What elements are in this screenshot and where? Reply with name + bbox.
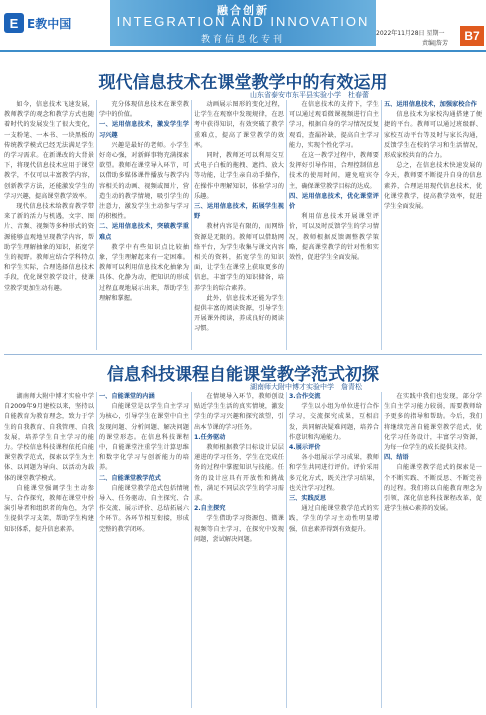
newspaper-logo bbox=[4, 12, 82, 34]
body-paragraph: 在实践中我们也发现，部分学生自主学习能力较弱，需要教师给予更多的指导和帮助。今后，我们将继续完善自能课堂教学范式，优化学习任务设计，丰富学习资源，为每一位学生的成长提供支持。 bbox=[384, 393, 482, 452]
logo-text: E教中国 bbox=[27, 16, 72, 31]
banner-subtitle: 教育信息化专刊 bbox=[200, 35, 285, 45]
section-heading: 1.任务驱动 bbox=[194, 433, 226, 441]
article2-title: 信息科技课程自能课堂教学范式初探 bbox=[107, 365, 379, 385]
banner-title-en: INTEGRATION AND INNOVATION bbox=[116, 14, 370, 29]
column-divider bbox=[286, 392, 287, 708]
page-header bbox=[0, 0, 486, 54]
body-paragraph: 动画展示图形的变化过程，让学生在观察中发现规律，在思考中获得知识，有效突破了教学重难点，提高了课堂教学的效率。 bbox=[194, 101, 284, 149]
article2-column-3 bbox=[194, 392, 284, 710]
body-paragraph: 学生以小组为单位进行合作学习，交流探究成果，互相启发，共同解决疑难问题，培养合作意识和沟通能力。 bbox=[289, 403, 379, 441]
section-heading: 二、运用信息技术，突破教学重难点 bbox=[99, 223, 189, 241]
page-number: B7 bbox=[460, 26, 484, 46]
column-divider bbox=[96, 392, 97, 708]
body-paragraph: 信息技术为家校沟通搭建了便捷的平台。教师可以通过班级群、家校互动平台等及时与家长沟通，反馈学生在校的学习和生活情况，形成家校共育的合力。 bbox=[384, 111, 482, 160]
body-paragraph: 此外，信息技术还能为学生提供丰富的阅读资源，引导学生开展课外阅读，养成良好的阅读习惯。 bbox=[194, 294, 284, 333]
body-paragraph: 学生借助学习资源包、微课视频等自主学习，在探究中发现问题，尝试解决问题。 bbox=[194, 515, 284, 543]
section-heading: 四、运用信息技术，优化课堂评价 bbox=[289, 192, 379, 211]
article1-author: 山东省泰安市东平县实验小学 杜春蕾 bbox=[250, 91, 369, 99]
section-banner bbox=[110, 0, 376, 46]
section-heading: 一、自能课堂的内涵 bbox=[99, 393, 155, 400]
section-heading: 2.自主探究 bbox=[194, 505, 226, 513]
banner-title-cn: 融合创新 bbox=[217, 4, 269, 17]
body-paragraph: 充分体现信息技术在课堂教学中的价值。 bbox=[99, 101, 189, 119]
body-paragraph: 同时，教师还可以利用交互式电子白板的拖拽、遮挡、放大等功能，让学生亲自动手操作，在操作中理解知识，体验学习的乐趣。 bbox=[194, 152, 284, 200]
section-heading: 二、自能课堂教学范式 bbox=[99, 474, 161, 482]
section-heading: 三、运用信息技术，拓展学生视野 bbox=[194, 203, 284, 221]
body-paragraph: 自能课堂教学范式包括情境导入、任务驱动、自主探究、合作交流、展示评价、总结拓展六个环节。各环节相互衔接，形成完整的教学闭环。 bbox=[99, 484, 189, 533]
body-paragraph: 在信息技术的支持下，学生可以通过观看微课视频进行自主学习，根据自身的学习情况反复观看，查漏补缺，提高自主学习能力，实现个性化学习。 bbox=[289, 101, 379, 149]
article2-column-2 bbox=[99, 392, 189, 710]
body-paragraph: 自能课堂教学范式的探索是一个不断实践、不断反思、不断完善的过程。我们将以自能教育理念为引领，深化信息科技课程改革，促进学生核心素养的发展。 bbox=[384, 464, 482, 513]
body-paragraph: 利用信息技术开展课堂评价，可以及时反馈学生的学习情况，教师根据反馈调整教学策略，提高课堂教学的针对性和实效性，促进学生全面发展。 bbox=[289, 213, 379, 262]
column-divider bbox=[286, 100, 287, 350]
weekday-text: 星期一 bbox=[426, 30, 445, 37]
article1-column-5 bbox=[384, 100, 482, 352]
body-paragraph: 教学中有些知识点比较抽象，学生理解起来有一定困难。教师可以利用信息技术化抽象为具体、化静为动，把知识的形成过程直观地展示出来，帮助学生理解和掌握。 bbox=[99, 243, 189, 302]
logo-mark-icon: E bbox=[4, 13, 24, 33]
body-paragraph: 湖南师大附中博才实验中学自2009年9月建校以来，坚持以自能教育为教育理念，致力于学生的自我教育、自我管理、自我发展，培养学生自主学习的能力。学校信息科技课程依托自能课堂教学范式，探索以学生为主体、以问题为导向、以活动为载体的课堂教学模式。 bbox=[4, 393, 94, 482]
body-paragraph: 教师根据教学目标设计层层递进的学习任务，学生在完成任务的过程中掌握知识与技能。任务的设计应具有开放性和挑战性，满足不同层次学生的学习需求。 bbox=[194, 444, 284, 503]
body-paragraph: 教材内容是有限的，而网络资源是无限的。教师可以借助网络平台，为学生收集与课文内容相关的资料，拓宽学生的知识面，让学生在课堂上获取更多的信息，丰富学生的知识储备，培养学生的综合素养。 bbox=[194, 223, 284, 292]
section-heading: 三、实践反思 bbox=[289, 495, 327, 503]
body-paragraph: 各小组展示学习成果，教师和学生共同进行评价。评价采用多元化方式，既关注学习结果，也关注学习过程。 bbox=[289, 454, 379, 492]
article2-column-4 bbox=[289, 392, 379, 710]
column-divider bbox=[381, 392, 382, 708]
article1-column-2 bbox=[99, 100, 189, 352]
body-paragraph: 在情境导入环节，教师创设贴近学生生活的真实情境，激发学生的学习兴趣和探究欲望，引出本节课的学习任务。 bbox=[194, 393, 284, 431]
article1-column-1 bbox=[4, 100, 94, 352]
column-divider bbox=[191, 100, 192, 350]
article1-column-3 bbox=[194, 100, 284, 352]
column-divider bbox=[96, 100, 97, 350]
body-paragraph: 自能课堂强调学生主动参与、合作探究，教师在课堂中扮演引导者和组织者的角色，为学生提供学习支架，帮助学生构建知识体系，提升信息素养。 bbox=[4, 484, 94, 533]
column-divider bbox=[191, 392, 192, 708]
column-divider bbox=[381, 100, 382, 350]
article2-column-1 bbox=[4, 392, 94, 710]
body-paragraph: 总之，在信息技术快速发展的今天，教师要不断提升自身的信息素养，合理运用现代信息技术，优化课堂教学，提高教学效率，促进学生全面发展。 bbox=[384, 162, 482, 211]
body-paragraph: 在这一教学过程中，教师要发挥好引导作用，合理控制信息技术的使用时间，避免喧宾夺主，确保课堂教学目标的达成。 bbox=[289, 152, 379, 190]
issue-date bbox=[376, 30, 444, 38]
section-heading: 五、运用信息技术，加强家校合作 bbox=[384, 101, 477, 108]
section-heading: 3.合作交流 bbox=[289, 393, 321, 400]
article1-column-4 bbox=[289, 100, 379, 352]
body-paragraph: 兴趣是最好的老师。小学生好奇心强，对新鲜事物充满探索欲望。教师在课堂导入环节，可以借助多媒体课件播放与教学内容相关的动画、视频或图片，营造生动的教学情境，吸引学生的注意力，激发学生主动参与学习的积极性。 bbox=[99, 141, 189, 221]
date-text: 2022年11月28日 bbox=[376, 30, 425, 37]
editor-credit: 责编|詹芳 bbox=[422, 40, 449, 47]
section-heading: 四、结语 bbox=[384, 454, 409, 462]
section-heading: 4.展示评价 bbox=[289, 444, 321, 452]
body-paragraph: 自能课堂是以学生自主学习为核心，引导学生在课堂中自主发现问题、分析问题、解决问题的课堂形态。在信息科技课程中，自能课堂注重学生计算思维和数字化学习与创新能力的培养。 bbox=[99, 403, 189, 472]
header-rule bbox=[0, 50, 486, 52]
body-paragraph: 现代信息技术给教育教学带来了新的活力与机遇，文字、图片、音频、视频等多种形式的资源能够直观地呈现教学内容，帮助学生理解抽象的知识，拓宽学生的视野。教师应结合学科特点和学生实际，合理选择信息技术手段，优化课堂教学设计，使课堂教学更加生动有趣。 bbox=[4, 203, 94, 292]
article2-column-5 bbox=[384, 392, 482, 710]
article-separator bbox=[4, 354, 482, 355]
body-paragraph: 通过自能课堂教学范式的实践，学生的学习主动性明显增强，信息素养得到有效提升。 bbox=[289, 505, 379, 533]
body-paragraph: 如今，信息技术飞速发展，教师教学的观念和教学方式也随着时代的发展发生了很大变化，一支粉笔、一本书、一块黑板的传统教学模式已经无法满足学生的学习需求。在新课改的大背景下，将现代信息技术应用于课堂教学，不仅可以丰富教学内容，创新教学方法，还能激发学生的学习兴趣，提高课堂教学效率。 bbox=[4, 101, 94, 200]
section-heading: 一、运用信息技术，激发学生学习兴趣 bbox=[99, 121, 189, 139]
article1-title: 现代信息技术在课堂教学中的有效运用 bbox=[98, 73, 388, 93]
article2-author: 湖南师大附中博才实验中学 詹青松 bbox=[250, 383, 362, 391]
